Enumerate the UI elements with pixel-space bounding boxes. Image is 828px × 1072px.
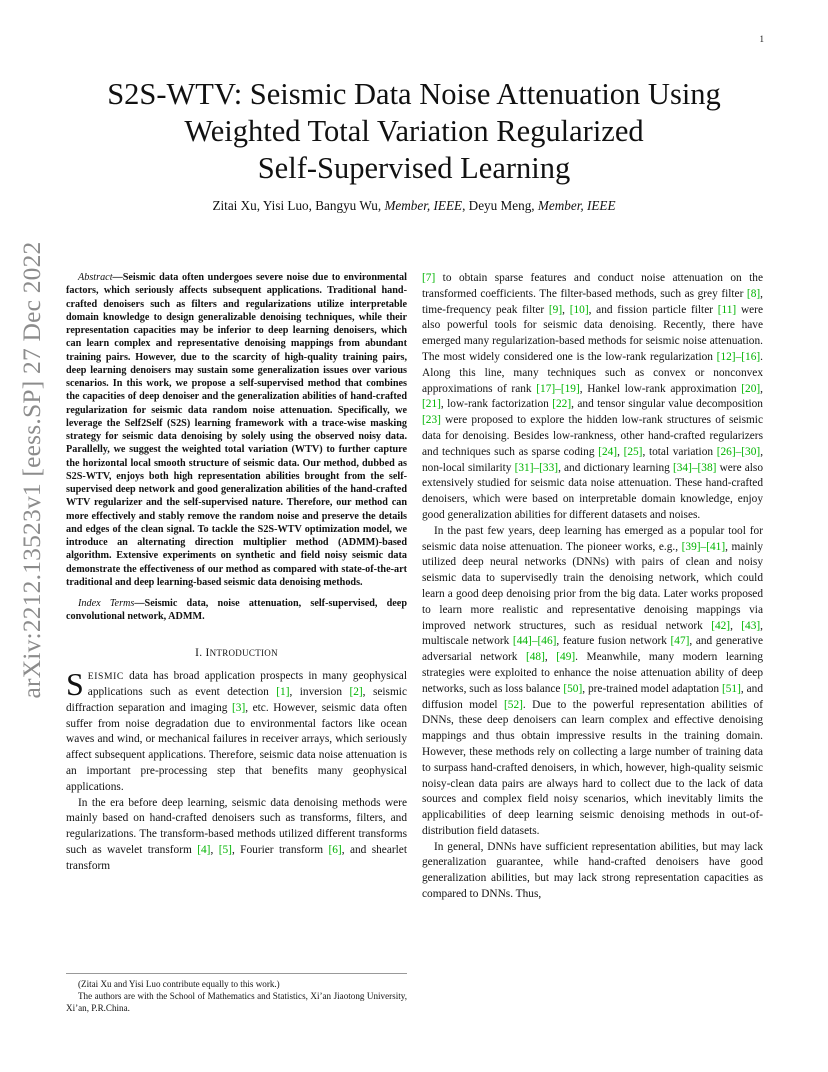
citation-link[interactable]: [50] — [563, 682, 583, 695]
text-run: were also powerful tools for seismic data denoising. Recently, there have emerged many regularization-based methods for seismic noise attenuation. The most widely considered one is the low-rank regularization — [422, 303, 763, 363]
text-run: to obtain sparse features and conduct noise attenuation on the transformed coefficients. The filter-based methods, such as grey filter — [422, 272, 763, 300]
citation-link[interactable]: [39]–[41] — [681, 540, 726, 553]
text-run: , multiscale network — [422, 619, 764, 648]
text-run: were also extensively studied for seismic data noise attenuation. These hand-crafted denoisers, which were based on interpretable domain knowledge, enjoy good generalization abilities for different datasets and noises. — [422, 461, 764, 521]
text-run: , — [210, 844, 219, 857]
index-terms-label: Index Terms — [78, 598, 135, 609]
citation-link[interactable]: [22] — [552, 398, 572, 411]
citation-link[interactable]: [12]–[16] — [716, 350, 761, 363]
text-run: , low-rank factorization — [440, 398, 553, 411]
citation-link[interactable]: [34]–[38] — [672, 461, 717, 474]
section-heading-introduction — [66, 646, 407, 662]
author-membership-1: Member, IEEE — [384, 198, 463, 213]
text-run: , feature fusion network — [556, 635, 671, 648]
citation-link[interactable]: [42] — [711, 619, 731, 632]
text-run: , — [730, 619, 742, 632]
authors-part-2: , Deyu Meng, — [462, 198, 538, 213]
citation-link[interactable]: [43] — [741, 619, 761, 632]
citation-link[interactable]: [9] — [548, 303, 563, 316]
citation-link[interactable]: [8] — [746, 287, 761, 300]
first-word: EISMIC — [87, 671, 124, 683]
text-run: , seismic diffraction separation and imaging — [66, 686, 407, 714]
drop-cap: S — [66, 666, 84, 703]
citation-link[interactable]: [51] — [721, 682, 741, 695]
text-run: , and fission particle filter — [588, 303, 718, 316]
text-run: , — [760, 382, 764, 395]
text-run: . Meanwhile, many modern learning strategies were exploited to enhance the noise attenuation ability of deep networks, such as loss balance — [422, 651, 763, 695]
citation-link[interactable]: [26]–[30] — [716, 445, 761, 458]
citation-link[interactable]: [25] — [623, 445, 643, 458]
citation-link[interactable]: [47] — [670, 635, 690, 648]
text-run: , and generative adversarial network — [422, 635, 763, 664]
citation-link[interactable]: [3] — [232, 701, 246, 714]
page-number: 1 — [759, 34, 764, 44]
text-run: . Along this line, many techniques such as convex or nonconvex approximations of rank — [422, 350, 763, 395]
text-run: , and tensor singular value decomposition — [571, 398, 763, 411]
citation-link[interactable]: [5] — [218, 844, 232, 857]
text-run: , — [562, 303, 570, 316]
text-run: , non-local similarity — [422, 445, 764, 474]
intro-paragraph-2 — [66, 796, 407, 875]
text-run: , Fourier transform — [231, 844, 329, 857]
text-run: , inversion — [289, 686, 350, 699]
section-number: I. — [195, 646, 206, 659]
authors-part-1: Zitai Xu, Yisi Luo, Bangyu Wu, — [212, 198, 385, 213]
text-run: , total variation — [642, 445, 717, 458]
title-line-1: S2S-WTV: Seismic Data Noise Attenuation Using — [107, 77, 721, 111]
intro-paragraph-1 — [66, 666, 407, 795]
right-column — [422, 271, 763, 903]
text-run: were proposed to explore the hidden low-rank structures of seismic data for denoising. Besides low-rankness, other hand-crafted regularizers and techniques such as sparse coding — [422, 414, 763, 458]
left-column — [66, 271, 407, 875]
arxiv-identifier-text: arXiv:2212.13523v1 [eess.SP] 27 Dec 2022 — [17, 241, 46, 699]
citation-link[interactable]: [24] — [598, 445, 618, 458]
text-run: . Due to the powerful representation abilities of DNNs, these deep denoisers can learn complex and effective denoising mappings and thus obtain impressive results in the training domain. However, these methods rely on collecting a large number of training data to surpass hand-crafted denoisers, in which, however, high-quality seismic noisy-clean data pairs are always hard to collect due to the lack of data sources and complex field noisy scenarios, which inevitably limits the applicabilities of deep learning seismic denoising methods in out-of-distribution field datasets. — [422, 698, 763, 837]
text-run: , and shearlet transform — [66, 844, 407, 872]
citation-link[interactable]: [2] — [349, 686, 363, 699]
abstract-label: Abstract — [78, 272, 113, 283]
abstract — [66, 271, 407, 589]
citation-link[interactable]: [7] — [422, 272, 436, 284]
section-title-initial: I — [205, 646, 210, 659]
section-title-rest: NTRODUCTION — [209, 647, 278, 658]
citation-link[interactable]: [52] — [504, 698, 523, 711]
citation-link[interactable]: [10] — [569, 303, 589, 316]
abstract-text: —Seismic data often undergoes severe noise due to environmental factors, which seriously affects subsequent applications. Traditional hand-crafted denoisers such as filters and regularizations utilize interpretable domain knowledge to design generalizable denoising techniques, while their representation capacities may be inferior to deep learning denoisers, which can learn complex and representative denoising mappings from abundant training pairs. However, due to the scarcity of high-quality training pairs, deep learning denoisers may sustain some generalization issues over various scenarios. In this work, we propose a self-supervised method that combines the capacities of deep denoiser and the generalization abilities of hand-crafted regularization for seismic data random noise attenuation. Specifically, we leverage the Self2Self (S2S) learning framework with a trace-wise masking strategy for seismic data denoising by solely using the observed noisy data. Parallelly, we suggest the weighted total variation (WTV) to further capture the horizontal local smooth structure of seismic data. Our method, dubbed as S2S-WTV, enjoys both high representation abilities brought from the self-supervised deep network and good generalization abilities of the hand-crafted WTV regularizer and the self-supervised nature. Therefore, our method can more effectively and stably remove the random noise and preserve the details and edges of the clean signal. To tackle the S2S-WTV optimization model, we introduce an alternating direction multiplier method (ADMM)-based algorithm. Extensive experiments on synthetic and field noisy seismic data demonstrate the effectiveness of our method as compared with state-of-the-art traditional and deep learning-based seismic data denoising methods. — [66, 272, 407, 588]
citation-link[interactable]: [4] — [197, 844, 211, 857]
text-run: , and dictionary learning — [558, 461, 673, 474]
author-list — [60, 198, 768, 214]
right-paragraph-3: In general, DNNs have sufficient representation abilities, but may lack generalization guarantee, while hand-crafted denoisers have good generalization abilities, but may lack strong representation capacities as compared to DNNs. Thus, — [422, 840, 763, 901]
text-run: , — [544, 651, 557, 664]
citation-link[interactable]: [31]–[33] — [514, 461, 559, 474]
footnote-affiliation: The authors are with the School of Mathematics and Statistics, Xi’an Jiaotong University, Xi’an, P.R.China. — [66, 991, 407, 1013]
index-terms-text: —Seismic data, noise attenuation, self-supervised, deep convolutional network, ADMM. — [66, 598, 407, 623]
author-membership-2: Member, IEEE — [537, 198, 616, 213]
citation-link[interactable]: [17]–[19] — [536, 382, 580, 395]
text-run: In the era before deep learning, seismic data denoising methods were mainly based on hand-crafted denoisers such as transforms, filters, and regularizations. The transform-based methods utilized different transforms such as wavelet transform — [66, 796, 407, 857]
text-run: , etc. However, seismic data often suffer from noise degradation due to environmental factors like ocean waves and wind, or mechanical failures in receiver arrays, which seriously affect subsequent applications. Therefore, seismic data noise attenuation is an important pre-processing step that benefits many geophysical applications. — [66, 701, 407, 793]
text-run: , — [617, 445, 624, 458]
index-terms — [66, 597, 407, 624]
citation-link[interactable]: [21] — [422, 398, 441, 411]
title-line-2: Weighted Total Variation Regularized — [184, 114, 644, 148]
right-paragraph-2 — [422, 524, 763, 840]
text-run: , mainly utilized deep neural networks (DNNs) with pairs of clean and noisy seismic data to supervisedly train the denoising network, which could learn a good deep denoising prior from the big data. Later works proposed to learn more realistic and representative denoising mappings via improved network structures, such as residual network — [422, 540, 763, 632]
text-run: , Hankel low-rank approximation — [579, 382, 742, 395]
citation-link[interactable]: [1] — [276, 686, 290, 699]
title-line-3: Self-Supervised Learning — [257, 151, 571, 185]
text-run: , and diffusion model — [422, 682, 763, 711]
citation-link[interactable]: [11] — [717, 303, 737, 316]
right-paragraph-1 — [422, 271, 763, 524]
citation-link[interactable]: [23] — [422, 414, 441, 427]
citation-link[interactable]: [20] — [741, 382, 761, 395]
citation-link[interactable]: [6] — [328, 844, 342, 857]
paper-title — [60, 76, 768, 187]
text-run: , time-frequency peak filter — [422, 287, 763, 316]
citation-link[interactable]: [49] — [556, 651, 576, 664]
citation-link[interactable]: [44]–[46] — [512, 635, 557, 648]
footnotes — [66, 973, 407, 1014]
citation-link[interactable]: [48] — [525, 651, 545, 664]
text-run: In the past few years, deep learning has emerged as a popular tool for seismic data noise attenuation. The pioneer works, e.g., — [422, 524, 763, 553]
arxiv-identifier — [17, 241, 46, 699]
text-run: , pre-trained model adaptation — [582, 682, 722, 695]
text-run: data has broad application prospects in many geophysical applications such as event detection — [87, 670, 407, 699]
footnote-equal-contribution: (Zitai Xu and Yisi Luo contribute equally to this work.) — [78, 979, 280, 989]
